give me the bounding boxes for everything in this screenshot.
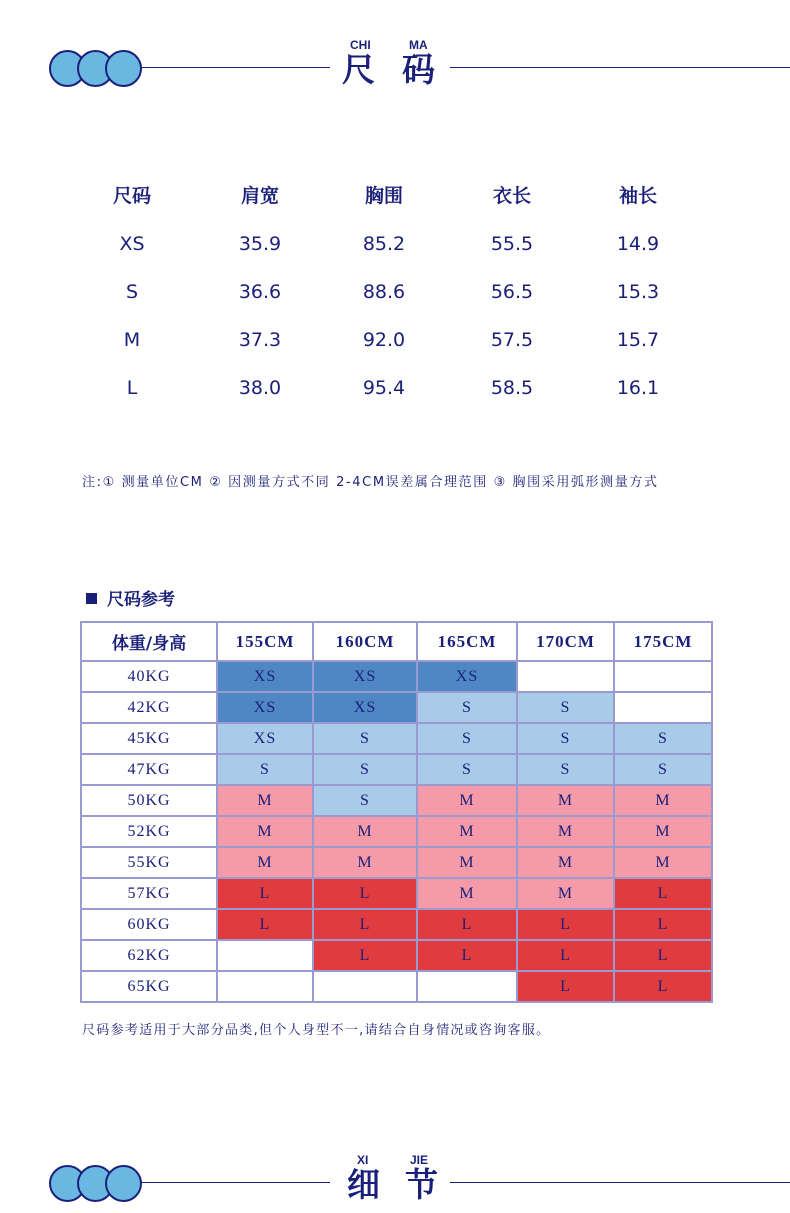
height-header: 170CM: [517, 622, 614, 661]
size-table-header: [0, 178, 790, 226]
table-row: [0, 322, 790, 370]
height-header: 155CM: [217, 622, 313, 661]
weight-cell: 45KG: [81, 723, 217, 754]
size-recommendation-cell: S: [313, 723, 417, 754]
size-recommendation-cell: S: [417, 723, 517, 754]
size-recommendation-cell: L: [313, 909, 417, 940]
size-recommendation-cell: S: [517, 692, 614, 723]
size-recommendation-cell: M: [313, 816, 417, 847]
section-title: [330, 36, 450, 96]
weight-cell: 40KG: [81, 661, 217, 692]
size-recommendation-cell: L: [614, 940, 712, 971]
size-recommendation-cell: L: [614, 878, 712, 909]
size-recommendation-cell: M: [417, 847, 517, 878]
size-recommendation-cell: M: [217, 816, 313, 847]
size-recommendation-cell: XS: [217, 692, 313, 723]
size-cell: M: [123, 329, 141, 351]
table-row: [81, 971, 712, 1002]
size-recommendation-cell: L: [517, 971, 614, 1002]
size-recommendation-cell: L: [217, 909, 313, 940]
size-recommendation-cell: [417, 971, 517, 1002]
sleeve-cell: 14.9: [616, 233, 660, 255]
pinyin-left: CHI: [350, 38, 371, 52]
header-cell: 胸围: [364, 185, 403, 207]
table-row: [81, 723, 712, 754]
header-cell: 尺码: [112, 185, 151, 207]
size-recommendation-cell: S: [417, 692, 517, 723]
size-recommendation-cell: XS: [217, 661, 313, 692]
reference-footnote: 尺码参考适用于大部分品类,但个人身型不一,请结合自身情况或咨询客服。: [82, 1023, 551, 1038]
sleeve-cell: 15.7: [616, 329, 660, 351]
chest-cell: 85.2: [362, 233, 406, 255]
size-recommendation-cell: XS: [313, 661, 417, 692]
reference-header-row: [81, 622, 712, 661]
header-cell: 衣长: [492, 185, 531, 207]
corner-label: 体重/身高: [81, 622, 217, 661]
title-char-right: 码: [402, 50, 435, 89]
size-recommendation-cell: M: [417, 816, 517, 847]
size-recommendation-cell: S: [217, 754, 313, 785]
shoulder-cell: 38.0: [238, 377, 282, 399]
title-char-left: 细: [347, 1165, 380, 1204]
table-row: [81, 692, 712, 723]
size-recommendation-cell: M: [614, 847, 712, 878]
size-recommendation-cell: S: [417, 754, 517, 785]
pinyin-right: MA: [409, 38, 428, 52]
weight-cell: 42KG: [81, 692, 217, 723]
size-recommendation-cell: L: [313, 878, 417, 909]
weight-cell: 50KG: [81, 785, 217, 816]
weight-cell: 60KG: [81, 909, 217, 940]
decorative-circles: [49, 1165, 149, 1203]
sleeve-cell: 16.1: [616, 377, 660, 399]
table-row: [0, 370, 790, 418]
size-cell: L: [126, 377, 138, 399]
size-recommendation-cell: L: [517, 909, 614, 940]
table-row: [81, 661, 712, 692]
size-cell: XS: [119, 233, 145, 255]
size-recommendation-cell: S: [313, 754, 417, 785]
weight-cell: 52KG: [81, 816, 217, 847]
decorative-circles: [49, 50, 149, 88]
size-recommendation-cell: S: [614, 723, 712, 754]
size-recommendation-cell: XS: [313, 692, 417, 723]
size-recommendation-cell: M: [417, 785, 517, 816]
size-recommendation-cell: XS: [217, 723, 313, 754]
size-recommendation-cell: [614, 661, 712, 692]
sleeve-cell: 15.3: [616, 281, 660, 303]
size-recommendation-cell: L: [614, 971, 712, 1002]
size-recommendation-cell: M: [217, 847, 313, 878]
size-recommendation-cell: [313, 971, 417, 1002]
height-header: 160CM: [313, 622, 417, 661]
table-row: [81, 847, 712, 878]
size-recommendation-cell: M: [517, 847, 614, 878]
size-table: [0, 178, 790, 418]
size-recommendation-cell: M: [614, 785, 712, 816]
weight-cell: 57KG: [81, 878, 217, 909]
size-recommendation-cell: M: [614, 816, 712, 847]
weight-cell: 62KG: [81, 940, 217, 971]
reference-title-text: 尺码参考: [107, 590, 175, 610]
weight-cell: 65KG: [81, 971, 217, 1002]
size-recommendation-cell: L: [614, 909, 712, 940]
size-recommendation-cell: [217, 940, 313, 971]
size-recommendation-cell: M: [517, 878, 614, 909]
length-cell: 58.5: [490, 377, 534, 399]
section-header-size: [0, 36, 790, 96]
table-row: [81, 785, 712, 816]
size-cell: S: [125, 281, 139, 303]
length-cell: 55.5: [490, 233, 534, 255]
header-cell: 袖长: [618, 185, 657, 207]
size-recommendation-cell: XS: [417, 661, 517, 692]
size-recommendation-cell: M: [217, 785, 313, 816]
title-char-right: 节: [405, 1165, 438, 1204]
chest-cell: 95.4: [362, 377, 406, 399]
size-reference-table: [80, 621, 713, 1003]
size-recommendation-cell: M: [417, 878, 517, 909]
section-header-detail: [0, 1151, 790, 1211]
weight-cell: 55KG: [81, 847, 217, 878]
pinyin-left: XI: [357, 1153, 369, 1167]
length-cell: 56.5: [490, 281, 534, 303]
size-recommendation-cell: M: [517, 816, 614, 847]
height-header: 175CM: [614, 622, 712, 661]
size-recommendation-cell: S: [614, 754, 712, 785]
section-title: [330, 1151, 450, 1211]
size-recommendation-cell: [517, 661, 614, 692]
table-row: [81, 754, 712, 785]
table-row: [81, 940, 712, 971]
chest-cell: 88.6: [362, 281, 406, 303]
size-recommendation-cell: L: [313, 940, 417, 971]
table-row: [81, 878, 712, 909]
square-bullet-icon: [86, 593, 97, 604]
size-recommendation-cell: [217, 971, 313, 1002]
title-char-left: 尺: [342, 50, 375, 89]
header-rule: [130, 67, 790, 68]
circle-icon: [105, 50, 142, 87]
weight-cell: 47KG: [81, 754, 217, 785]
header-rule: [130, 1182, 790, 1183]
header-cell: 肩宽: [240, 185, 279, 207]
table-row: [81, 909, 712, 940]
measurement-note: 注:① 测量单位CM ② 因测量方式不同 2-4CM误差属合理范围 ③ 胸围采用弧形测量方式: [82, 475, 659, 490]
chest-cell: 92.0: [362, 329, 406, 351]
table-row: [0, 226, 790, 274]
pinyin-right: JIE: [410, 1153, 429, 1167]
shoulder-cell: 35.9: [238, 233, 282, 255]
shoulder-cell: 37.3: [238, 329, 282, 351]
table-row: [0, 274, 790, 322]
reference-title: [86, 585, 175, 610]
size-recommendation-cell: L: [517, 940, 614, 971]
size-recommendation-cell: M: [313, 847, 417, 878]
size-recommendation-cell: [614, 692, 712, 723]
length-cell: 57.5: [490, 329, 534, 351]
size-recommendation-cell: S: [517, 754, 614, 785]
circle-icon: [105, 1165, 142, 1202]
reference-body: [81, 661, 712, 1002]
size-recommendation-cell: L: [417, 909, 517, 940]
size-recommendation-cell: L: [417, 940, 517, 971]
shoulder-cell: 36.6: [238, 281, 282, 303]
table-row: [81, 816, 712, 847]
size-recommendation-cell: M: [517, 785, 614, 816]
height-header: 165CM: [417, 622, 517, 661]
size-recommendation-cell: S: [313, 785, 417, 816]
size-recommendation-cell: S: [517, 723, 614, 754]
size-recommendation-cell: L: [217, 878, 313, 909]
